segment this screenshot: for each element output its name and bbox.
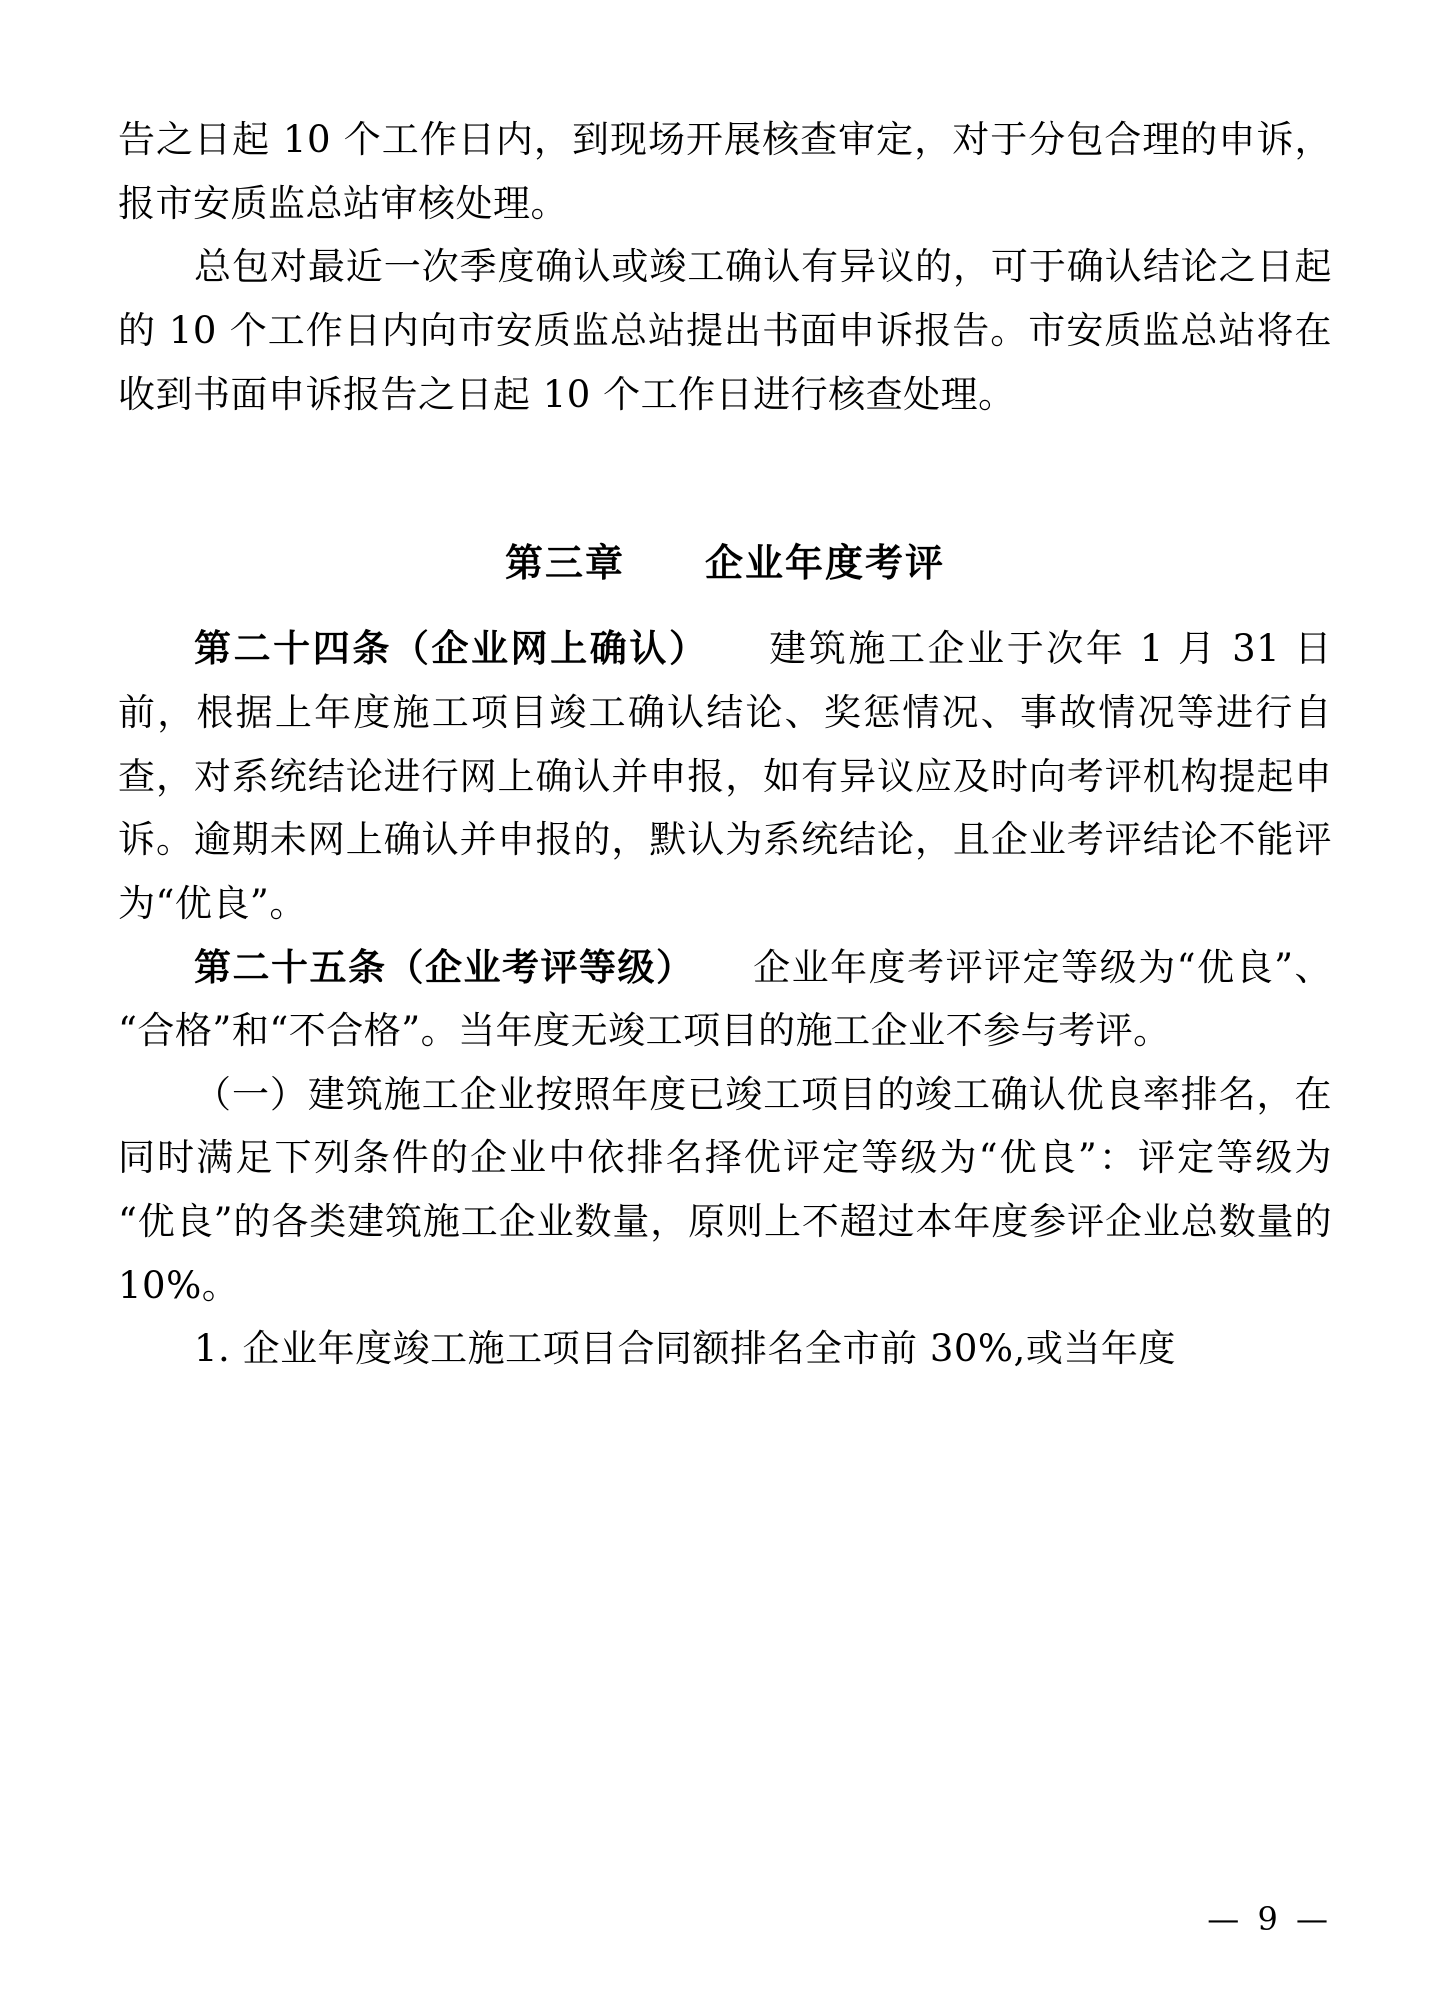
article-25-body: 企业年度考评评定等级为“优良”、“合格”和“不合格”。当年度无竣工项目的施工企业不参与考评。 <box>118 945 1332 1053</box>
page-number: — 9 — <box>1207 1900 1332 1938</box>
page-body <box>118 108 1332 1381</box>
heading-spacer <box>118 595 1332 617</box>
article-25-label: 第二十五条（企业考评等级） <box>194 944 677 989</box>
article-24-body: 建筑施工企业于次年 1 月 31 日前，根据上年度施工项目竣工确认结论、奖惩情况、事故情况等进行自查，对系统结论进行网上确认并申报，如有异议应及时向考评机构提起申诉。逾期未网上确认并申报的，默认为系统结论，且企业考评结论不能评为“优良”。 <box>118 627 1332 925</box>
section-spacer <box>118 426 1332 530</box>
article-24 <box>118 617 1332 935</box>
chapter-heading: 第三章 企业年度考评 <box>504 540 945 586</box>
paragraph-appeal: 总包对最近一次季度确认或竣工确认有异议的，可于确认结论之日起的 10 个工作日内向市安质监总站提出书面申诉报告。市安质监总站将在收到书面申诉报告之日起 10 个工作日进行核查处理。 <box>118 245 1332 416</box>
list-item-one: （一）建筑施工企业按照年度已竣工项目的竣工确认优良率排名，在同时满足下列条件的企业中依排名择优评定等级为“优良”：评定等级为“优良”的各类建筑施工企业数量，原则上不超过本年度参评企业总数量的 10%。 <box>118 1072 1332 1307</box>
paragraph-continued: 告之日起 10 个工作日内，到现场开展核查审定，对于分包合理的申诉，报市安质监总站审核处理。 <box>118 118 1332 225</box>
article-25 <box>118 936 1332 1063</box>
list-item-one-sub-one: 1. 企业年度竣工施工项目合同额排名全市前 30%,或当年度 <box>194 1327 1176 1371</box>
article-24-label: 第二十四条（企业网上确认） <box>194 626 691 671</box>
